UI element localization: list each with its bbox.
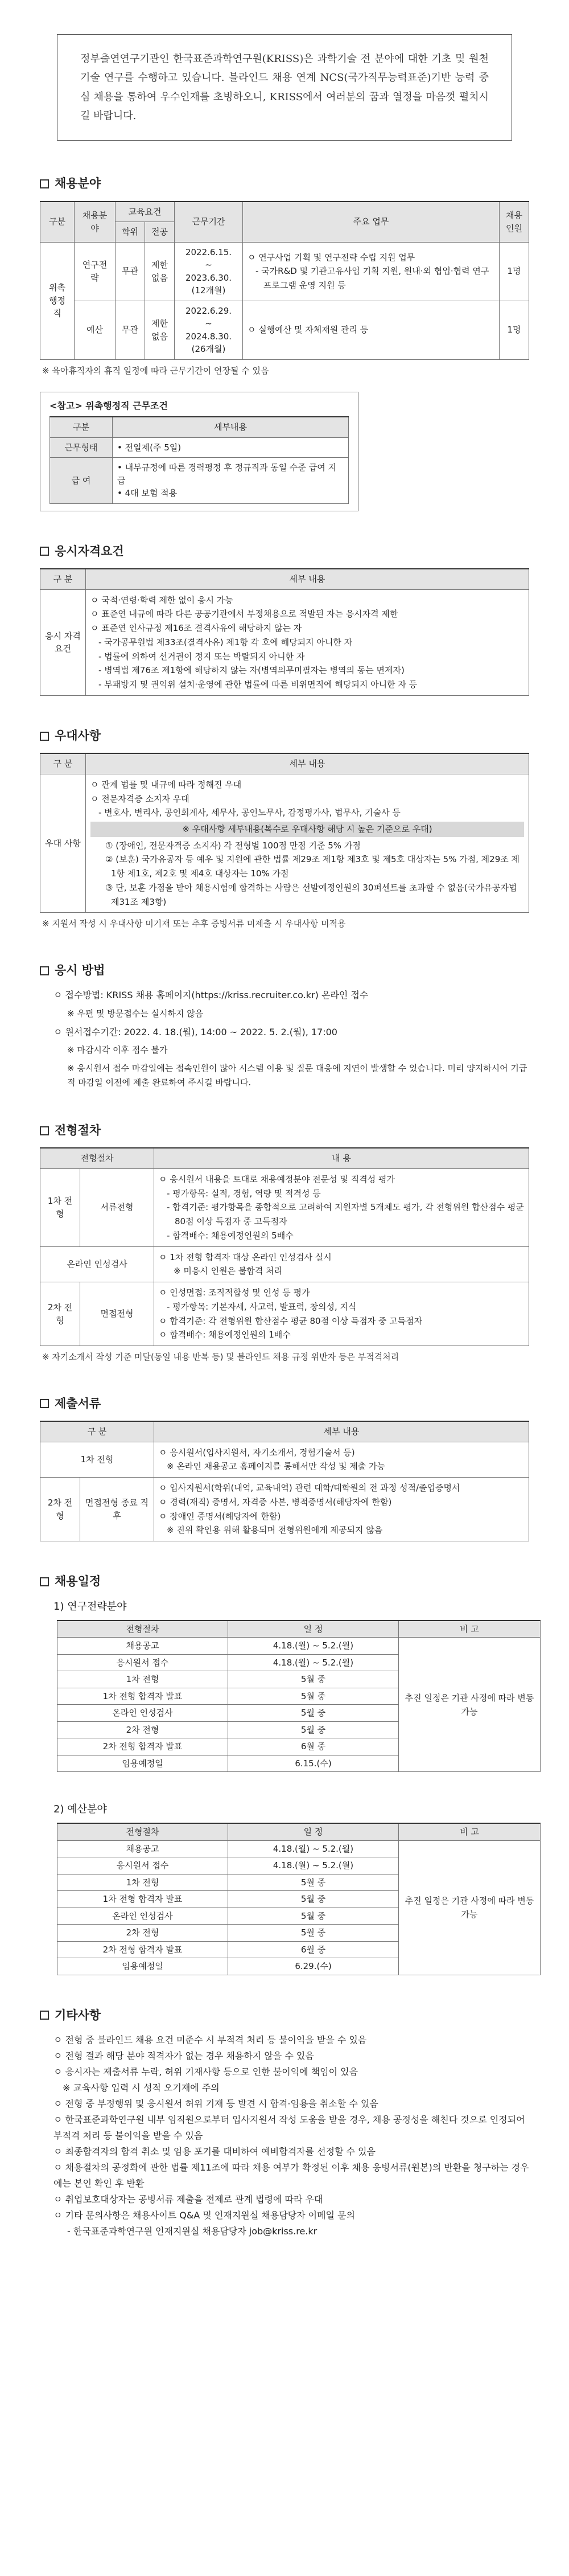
table-row: 응시원서 접수 4.18.(월) ~ 5.2.(월) — [57, 1857, 541, 1874]
documents-table: 구 분 세부 내용 1차 전형 ㅇ 응시원서(입사지원서, 자기소개서, 경험기술서 등) ※ 온라인 채용공고 홈페이지를 통해서만 작성 및 제출 가능 2차 전형 면접전형 종료 직후 ㅇ 입사지원서(학위(내역, 교육내역) 관련 대학/대학원의 전 과정 성적/졸업증명서 ㅇ 경력(재직) 증명서, 자격증 사본, 병적증명서(해당자에 한함) ㅇ 장애인 증명서(해당자에 한함) ※ 진위 확인용 위해 활용되며 전형위원에게 제공되지 않음 — [40, 1421, 529, 1541]
table-row: 온라인 인성검사 5월 중 — [57, 1908, 541, 1925]
table-row: 채용공고 4.18.(월) ~ 5.2.(월) 추진 일정은 기관 사정에 따라 변동 가능 — [57, 1840, 541, 1857]
table-row: 2차 전형 5월 중 — [57, 1925, 541, 1942]
text-line: ㅇ 취업보호대상자는 공빙서류 제출을 전제로 관계 법령에 따라 우대 — [53, 2194, 323, 2205]
working-conditions-table: 구분 세부내용 근무형태 • 전일제(주 5일) 급 여 • 내부규정에 따른 경력평정 후 정규직과 동일 수준 급여 지급 • 4대 보험 적용 — [50, 416, 349, 504]
recruitment-table: 구분 채용분야 교육요건 근무기간 주요 업무 채용 인원 학위 전공 위촉 행정직 연구전략 무관 제한 없음 2022.6.15. ~ 2023.6.30. (12개월) ㅇ 연구사업 기획 및 연구전략 수립 지원 업무 - 국가R&D 및 기관고유사업 기획 지원, 원내·외 협업·협력 연구 프로그램 운영 지원 등 1명 예산 무관 제한 없음 2022.6.29. ~ 2024.8.30. (26개월) ㅇ 실행예산 및 자체재원 관리 등 1명 — [40, 201, 529, 360]
text-line: ㅇ 전형 중 블라인드 채용 요건 미준수 시 부적격 처리 등 불이익을 받을 수 있음 — [53, 2034, 367, 2046]
list-item: ㅇ 응시원서 내용을 토대로 채용예정분야 전문성 및 직격성 평가 — [159, 1174, 395, 1184]
working-conditions-box: <참고> 위촉행정직 근무조건 구분 세부내용 근무형태 • 전일제(주 5일) 급 여 • 내부규정에 따른 경력평정 후 정규직과 동일 수준 급여 지급 • 4대 보험 적용 — [40, 392, 358, 511]
note: ※ 지원서 작성 시 우대사항 미기재 또는 추후 증빙서류 미제출 시 우대사항 미적용 — [42, 918, 346, 929]
list-item: - 법률에 의하여 선거권이 정지 또는 박탈되지 아니한 자 — [98, 651, 305, 662]
list-item: ㅇ 합격배수: 채용예정인원의 1배수 — [159, 1330, 291, 1340]
square-bullet-icon — [40, 1399, 49, 1408]
schedule-remark: 추진 일정은 기관 사정에 따라 변동 가능 — [399, 1840, 541, 1975]
section-title: 채용분야 — [40, 175, 529, 193]
section-title: 전형절차 — [40, 1122, 529, 1140]
section-process — [40, 1122, 529, 1364]
table-row: 온라인 인성검사 ㅇ 1차 전형 합격자 대상 온라인 인성검사 실시 ※ 미응시 인원은 불합격 처리 — [40, 1246, 529, 1282]
schedule-subheading: 1) 연구전략분야 — [53, 1600, 127, 1613]
process-table: 전형절차 내 용 1차 전형 서류전형 ㅇ 응시원서 내용을 토대로 채용예정분야 전문성 및 직격성 평가 - 평가항목: 실적, 경험, 역량 및 적격성 등 - 합격기준: 평가항목을 종합적으로 고려하여 지원자별 5개체도 평가, 각 전형위원 합산점수 평균 80점 이상 득점자 중 고득점자 - 합격배수: 채용예정인원의 5배수 온라인 인성검사 ㅇ 1차 전형 합격자 대상 온라인 인성검사 실시 ※ 미응시 인원은 불합격 처리 2차 전형 면접전형 ㅇ 인성면접: 조직적합성 및 인성 등 평가 - 평가항목: 기본자세, 사고력, 발표력, 창의성, 지식 ㅇ 합격기준: 각 전형위원 합산점수 평균 80점 이상 득점자 중 고득점자 ㅇ 합격배수: 채용예정인원의 1배수 — [40, 1147, 529, 1346]
list-item: ㅇ 표준연 인사규정 제16조 결격사유에 해당하지 않는 자 — [90, 623, 302, 634]
highlight-note: ※ 우대사항 세부내용(복수로 우대사항 해당 시 높은 기준으로 우대) — [90, 822, 524, 837]
section-title: 제출서류 — [40, 1395, 529, 1413]
list-item: ㅇ 경력(재직) 증명서, 자격증 사본, 병적증명서(해당자에 한함) — [159, 1496, 392, 1507]
preferences-table: 구 분 세부 내용 우대 사항 ㅇ 관계 법률 및 내규에 따라 정해진 우대 ㅇ 전문자격증 소지자 우대 - 변호사, 변리사, 공인회계사, 세무사, 공인노무사, 감정평가사, 법무사, 기술사 등 ※ 우대사항 세부내용(복수로 우대사항 해당 시 높은 기준으로 우대) ① (장애인, 전문자격증 소지자) 각 전형별 100점 만점 기준 5% 가점 ② (보훈) 국가유공자 등 예우 및 지원에 관한 법률 제29조 제1항 제3호 및 제5호 대상자는 5% 가점, 제29조 제1항 제1호, 제2호 및 제4호 대상자는 10% 가점 ③ 단, 보훈 가점을 받아 채용시험에 합격하는 사람은 선발예정인원의 30퍼센트를 초과할 수 없음(국가유공자법 제31조 제3항) — [40, 753, 529, 913]
section-eligibility — [40, 543, 529, 696]
square-bullet-icon — [40, 1126, 49, 1135]
text-line: ㅇ 전형 결과 해당 분야 적격자가 없는 경우 채용하지 않을 수 있음 — [53, 2050, 314, 2062]
section-title: 우대사항 — [40, 727, 529, 745]
schedule-tables — [40, 1599, 534, 1975]
text-line: ※ 응시원서 접수 마감일에는 접속인원이 많아 시스템 이용 및 질문 대응에 지연이 발생할 수 있습니다. 미리 양지하시어 기급적 마감일 이전에 제출 완료하여 주시길 바랍니다. — [67, 1063, 527, 1088]
table-row: 1차 전형 5월 중 — [57, 1874, 541, 1891]
text-line: ※ 마감시각 이후 접수 불가 — [67, 1045, 168, 1056]
square-bullet-icon — [40, 179, 49, 188]
intro-text: 정부출연연구기관인 한국표준과학연구원(KRISS)은 과학기술 전 분야에 대한 기초 및 원천기술 연구를 수행하고 있습니다. 블라인드 채용 연계 NCS(국가직무능력표준)기반 능력 중심 채용을 통하여 우수인재를 초빙하오니, KRISS에서 여러분의 꿈과 열정을 마음껏 펼치시길 바랍니다. — [80, 53, 489, 122]
square-bullet-icon — [40, 966, 49, 975]
list-item: - 평가항목: 실적, 경험, 역량 및 적격성 등 — [167, 1188, 321, 1199]
table-row: 1차 전형 5월 중 — [57, 1671, 541, 1688]
text-line: ㅇ 전형 중 부정행위 및 응시원서 허위 기재 등 발견 시 합격·임용을 취소할 수 있음 — [53, 2098, 378, 2110]
table-row: 근무형태 • 전일제(주 5일) — [50, 437, 349, 458]
table-row: 2차 전형 합격자 발표 6월 중 — [57, 1941, 541, 1958]
text-line: ㅇ 최종합격자의 합격 취소 및 임용 포기를 대비하여 예비합격자를 선정할 수 있음 — [53, 2146, 376, 2157]
text-line[interactable]: - 한국표준과학연구원 인재지원실 채용담당자 job@kriss.re.kr — [67, 2226, 318, 2237]
section-title: 기타사항 — [40, 2007, 529, 2025]
list-item: ② (보훈) 국가유공자 등 예우 및 지원에 관한 법률 제29조 제1항 제3호 및 제5호 대상자는 5% 가점, 제29조 제1항 제1호, 제2호 및 제4호 대상자는 10% 가점 — [105, 854, 519, 879]
list-item: - 부패방지 및 권익위 설치·운영에 관한 법률에 따른 비위면직에 해당되지 아니한 자 등 — [98, 679, 418, 690]
list-item: - 병역법 제76조 제1항에 해당하지 않는 자(병역의무미필자는 병역의 동는 면제자) — [98, 665, 405, 676]
table-row: 온라인 인성검사 5월 중 — [57, 1705, 541, 1722]
section-recruitment-fields — [40, 175, 529, 511]
section-documents — [40, 1395, 529, 1542]
list-item: ㅇ 응시원서(입사지원서, 자기소개서, 경험기술서 등) — [159, 1447, 355, 1458]
section-title: 응시 방법 — [40, 962, 529, 980]
note: ※ 육아휴직자의 휴직 일정에 따라 근무기간이 연장될 수 있음 — [42, 365, 269, 376]
text-line: ㅇ 원서접수기간: 2022. 4. 18.(월), 14:00 ~ 2022. 5. 2.(월), 17:00 — [53, 1027, 337, 1038]
list-item: ㅇ 합격기준: 각 전형위원 합산점수 평균 80점 이상 득점자 중 고득점자 — [159, 1315, 423, 1326]
table-row: 위촉 행정직 연구전략 무관 제한 없음 2022.6.15. ~ 2023.6.30. (12개월) ㅇ 연구사업 기획 및 연구전략 수립 지원 업무 - 국가R&D 및 기관고유사업 기획 지원, 원내·외 협업·협력 연구 프로그램 운영 지원 등 1명 — [40, 242, 529, 301]
list-item: ※ 진위 확인용 위해 활용되며 전형위원에게 제공되지 않음 — [167, 1525, 383, 1536]
table-row: 2차 전형 합격자 발표 6월 중 — [57, 1738, 541, 1755]
table-row: 2차 전형 면접전형 ㅇ 인성면접: 조직적합성 및 인성 등 평가 - 평가항목: 기본자세, 사고력, 발표력, 창의성, 지식 ㅇ 합격기준: 각 전형위원 합산점수 평균 80점 이상 득점자 중 고득점자 ㅇ 합격배수: 채용예정인원의 1배수 — [40, 1282, 529, 1346]
section-application — [40, 962, 529, 1090]
section-schedule — [40, 1573, 534, 1975]
list-item: ㅇ 장애인 증명서(해당자에 한함) — [159, 1511, 281, 1521]
text-line[interactable]: ㅇ 접수방법: KRISS 채용 홈페이지(https://kriss.recruiter.co.kr) 온라인 접수 — [53, 990, 369, 1001]
table-row: 채용공고 4.18.(월) ~ 5.2.(월) 추진 일정은 기관 사정에 따라 변동 가능 — [57, 1638, 541, 1655]
square-bullet-icon — [40, 1577, 49, 1586]
table-row: 2차 전형 5월 중 — [57, 1721, 541, 1738]
table-row: 1차 전형 합격자 발표 5월 중 — [57, 1891, 541, 1908]
list-item: ㅇ 1차 전형 합격자 대상 온라인 인성검사 실시 — [159, 1252, 332, 1262]
list-item: ㅇ 관계 법률 및 내규에 따라 정해진 우대 — [90, 779, 242, 790]
list-item: - 합격배수: 채용예정인원의 5배수 — [167, 1230, 294, 1241]
table-row: 응시원서 접수 4.18.(월) ~ 5.2.(월) — [57, 1654, 541, 1671]
table-row: 우대 사항 ㅇ 관계 법률 및 내규에 따라 정해진 우대 ㅇ 전문자격증 소지자 우대 - 변호사, 변리사, 공인회계사, 세무사, 공인노무사, 감정평가사, 법무사, 기술사 등 ※ 우대사항 세부내용(복수로 우대사항 해당 시 높은 기준으로 우대) ① (장애인, 전문자격증 소지자) 각 전형별 100점 만점 기준 5% 가점 ② (보훈) 국가유공자 등 예우 및 지원에 관한 법률 제29조 제1항 제3호 및 제5호 대상자는 5% 가점, 제29조 제1항 제1호, 제2호 및 제4호 대상자는 10% 가점 ③ 단, 보훈 가점을 받아 채용시험에 합격하는 사람은 선발예정인원의 30퍼센트를 초과할 수 없음(국가유공자법 제31조 제3항) — [40, 774, 529, 913]
schedule-table: 전형절차 일 정 비 고 채용공고 4.18.(월) ~ 5.2.(월) 추진 일정은 기관 사정에 따라 변동 가능 응시원서 접수 4.18.(월) ~ 5.2.(월) 1차 전형 5월 중 1차 전형 합격자 발표 5월 중 온라인 인성검사 5월 중 2차 전형 5월 중 2차 전형 합격자 발표 6월 중 임용예정일 6.29.(수) — [57, 1823, 541, 1975]
table-row: 응시 자격 요건 ㅇ 국적·연령·학력 제한 없이 응시 가능 ㅇ 표준연 내규에 따라 다른 공공기관에서 부정채용으로 적발된 자는 응시자격 제한 ㅇ 표준연 인사규정 제16조 결격사유에 해당하지 않는 자 - 국가공무원법 제33조(결격사유) 제1항 각 호에 해당되지 아니한 자 - 법률에 의하여 선거권이 정지 또는 박탈되지 아니한 자 - 병역법 제76조 제1항에 해당하지 않는 자(병역의무미필자는 병역의 동는 면제자) - 부패방지 및 권익위 설치·운영에 관한 법률에 따른 비위면직에 해당되지 아니한 자 등 — [40, 589, 529, 695]
text-line: ※ 우편 및 방문접수는 실시하지 않음 — [67, 1008, 204, 1019]
list-item: - 합격기준: 평가항목을 종합적으로 고려하여 지원자별 5개체도 평가, 각 전형위원 합산점수 평균 80점 이상 득점자 중 고득점자 — [167, 1202, 524, 1227]
list-item: ※ 미응시 인원은 불합격 처리 — [174, 1266, 283, 1277]
schedule-table: 전형절차 일 정 비 고 채용공고 4.18.(월) ~ 5.2.(월) 추진 일정은 기관 사정에 따라 변동 가능 응시원서 접수 4.18.(월) ~ 5.2.(월) 1차 전형 5월 중 1차 전형 합격자 발표 5월 중 온라인 인성검사 5월 중 2차 전형 5월 중 2차 전형 합격자 발표 6월 중 임용예정일 6.15.(수) — [57, 1620, 541, 1773]
square-bullet-icon — [40, 547, 49, 556]
list-item: - 평가항목: 기본자세, 사고력, 발표력, 창의성, 지식 — [167, 1301, 357, 1312]
list-item: - 변호사, 변리사, 공인회계사, 세무사, 공인노무사, 감정평가사, 법무사, 기술사 등 — [98, 807, 401, 818]
note: ※ 자기소개서 작성 기준 미달(동일 내용 반복 등) 및 블라인드 채용 규정 위반자 등은 부적격처리 — [42, 1352, 399, 1363]
text-line: ㅇ 기타 문의사항은 채용사이트 Q&A 및 인재지원실 채용담당자 이메일 문의 — [53, 2210, 356, 2221]
table-row: 2차 전형 면접전형 종료 직후 ㅇ 입사지원서(학위(내역, 교육내역) 관련 대학/대학원의 전 과정 성적/졸업증명서 ㅇ 경력(재직) 증명서, 자격증 사본, 병적증명서(해당자에 한함) ㅇ 장애인 증명서(해당자에 한함) ※ 진위 확인용 위해 활용되며 전형위원에게 제공되지 않음 — [40, 1478, 529, 1541]
list-item: ㅇ 인성면접: 조직적합성 및 인성 등 평가 — [159, 1287, 310, 1298]
intro-box — [57, 34, 512, 141]
list-item: ※ 온라인 채용공고 홈페이지를 통해서만 작성 및 제출 가능 — [167, 1461, 385, 1472]
table-row: 1차 전형 ㅇ 응시원서(입사지원서, 자기소개서, 경험기술서 등) ※ 온라인 채용공고 홈페이지를 통해서만 작성 및 제출 가능 — [40, 1442, 529, 1478]
text-line: ※ 교육사항 입력 시 성적 오기재에 주의 — [63, 2082, 220, 2094]
table-row: 임용예정일 6.15.(수) — [57, 1755, 541, 1772]
table-row: 임용예정일 6.29.(수) — [57, 1958, 541, 1975]
section-title: 채용일정 — [40, 1573, 529, 1591]
text-line: ㅇ 채용절차의 공정화에 관한 법률 제11조에 따라 채용 여부가 확정된 이후 채용 응빙서류(원본)의 반환을 청구하는 경우에는 본인 확인 후 반환 — [53, 2162, 529, 2189]
table-row: 예산 무관 제한 없음 2022.6.29. ~ 2024.8.30. (26개월) ㅇ 실행예산 및 자체재원 관리 등 1명 — [40, 301, 529, 359]
list-item: ③ 단, 보훈 가점을 받아 채용시험에 합격하는 사람은 선발예정인원의 30퍼센트를 초과할 수 없음(국가유공자법 제31조 제3항) — [105, 882, 517, 907]
list-item: ㅇ 표준연 내규에 따라 다른 공공기관에서 부정채용으로 적발된 자는 응시자격 제한 — [90, 609, 398, 620]
list-item: - 국가공무원법 제33조(결격사유) 제1항 각 호에 해당되지 아니한 자 — [98, 637, 353, 647]
square-bullet-icon — [40, 2011, 49, 2020]
square-bullet-icon — [40, 732, 49, 741]
schedule-remark: 추진 일정은 기관 사정에 따라 변동 가능 — [399, 1638, 541, 1772]
text-line: ㅇ 응시자는 제출서류 누락, 허위 기재사항 등으로 인한 불이익에 책임이 있음 — [53, 2066, 358, 2078]
section-preferences — [40, 727, 529, 930]
table-row: 1차 전형 서류전형 ㅇ 응시원서 내용을 토대로 채용예정분야 전문성 및 직격성 평가 - 평가항목: 실적, 경험, 역량 및 적격성 등 - 합격기준: 평가항목을 종합적으로 고려하여 지원자별 5개체도 평가, 각 전형위원 합산점수 평균 80점 이상 득점자 중 고득점자 - 합격배수: 채용예정인원의 5배수 — [40, 1168, 529, 1246]
eligibility-table: 구 분 세부 내용 응시 자격 요건 ㅇ 국적·연령·학력 제한 없이 응시 가능 ㅇ 표준연 내규에 따라 다른 공공기관에서 부정채용으로 적발된 자는 응시자격 제한 ㅇ 표준연 인사규정 제16조 결격사유에 해당하지 않는 자 - 국가공무원법 제33조(결격사유) 제1항 각 호에 해당되지 아니한 자 - 법률에 의하여 선거권이 정지 또는 박탈되지 아니한 자 - 병역법 제76조 제1항에 해당하지 않는 자(병역의무미필자는 병역의 동는 면제자) - 부패방지 및 권익위 설치·운영에 관한 법률에 따른 비위면직에 해당되지 아니한 자 등 — [40, 568, 529, 696]
table-row: 1차 전형 합격자 발표 5월 중 — [57, 1688, 541, 1705]
section-title: 응시자격요건 — [40, 543, 529, 561]
schedule-subheading: 2) 예산분야 — [53, 1803, 107, 1816]
text-line: ㅇ 한국표준과학연구원 내부 임직원으로부터 입사지원서 작성 도움을 받을 경우, 채용 공정성을 해친다 것으로 인정되어 부적격 처리 등 불이익을 받을 수 있음 — [53, 2114, 525, 2142]
table-row: 급 여 • 내부규정에 따른 경력평정 후 정규직과 동일 수준 급여 지급 • 4대 보험 적용 — [50, 458, 349, 504]
section-other — [40, 2007, 529, 2240]
list-item: ㅇ 국적·연령·학력 제한 없이 응시 가능 — [90, 594, 233, 605]
list-item: ㅇ 전문자격증 소지자 우대 — [90, 793, 189, 804]
list-item: ① (장애인, 전문자격증 소지자) 각 전형별 100점 만점 기준 5% 가점 — [105, 840, 361, 851]
list-item: ㅇ 입사지원서(학위(내역, 교육내역) 관련 대학/대학원의 전 과정 성적/졸업증명서 — [159, 1483, 460, 1494]
